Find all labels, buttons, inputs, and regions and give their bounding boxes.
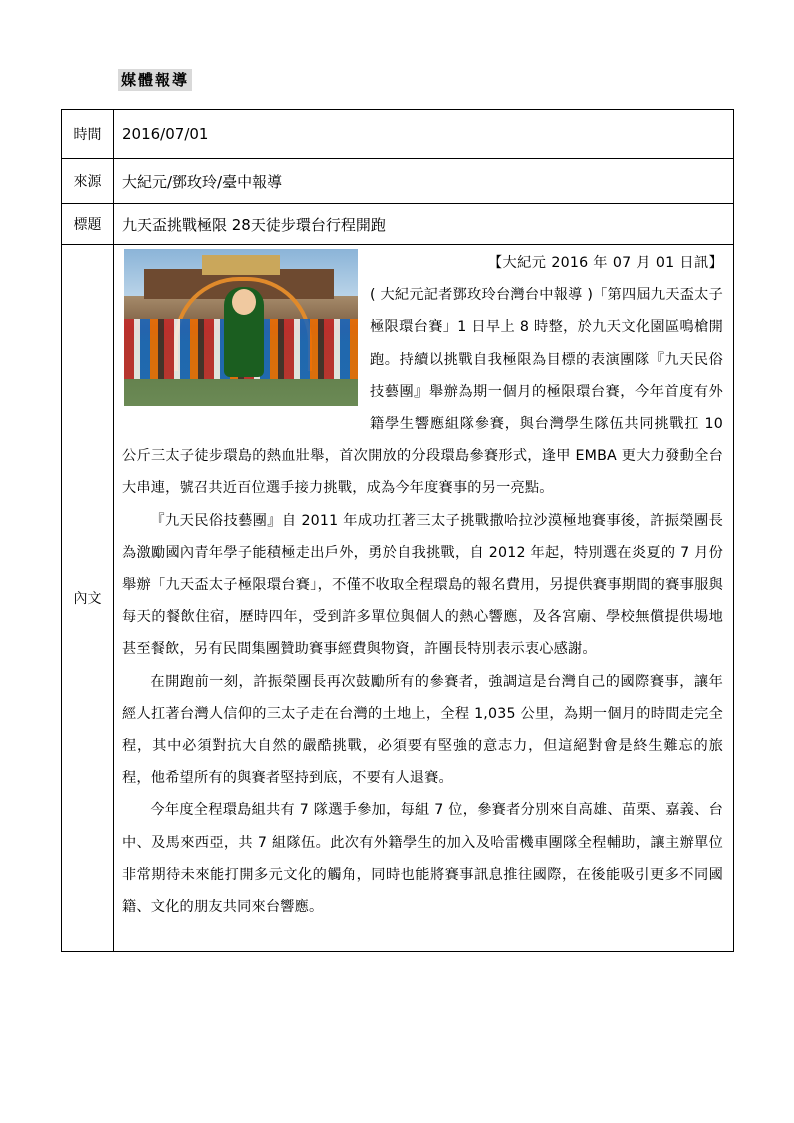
source-value: 大紀元/鄧玫玲/臺中報導 [114,159,734,204]
photo-sign [202,255,280,275]
source-label: 來源 [62,159,114,204]
article-photo [124,249,358,406]
document-heading: 媒體報導 [118,69,192,91]
time-value: 2016/07/01 [114,110,734,159]
time-label: 時間 [62,110,114,159]
row-source [62,159,734,204]
row-title [62,204,734,245]
content-label: 內文 [62,245,114,952]
article-paragraph-1: 【大紀元 2016 年 07 月 01 日訊】( 大紀元記者鄧玫玲台灣台中報導 )「第四屆九天盃太子極限環台賽」1 日早上 8 時整，於九天文化園區鳴槍開跑。持續以挑戰自我極限為目標的表演團隊『九天民俗技藝團』舉辦為期一個月的極限環台賽，今年首度有外籍學生響應組隊參賽，與台灣學生隊伍共同挑戰扛 10 公斤三太子徒步環島的熱血壯舉，首次開放的分段環島參賽形式，逢甲 EMBA 更大力發動全台大串連，號召共近百位選手接力挑戰，成為今年度賽事的另一亮點。 [122,255,723,497]
row-time [62,110,734,159]
article-paragraph-4: 今年度全程環島組共有 7 隊選手參加，每組 7 位，參賽者分別來自高雄、苗栗、嘉義、台中、及馬來西亞，共 7 組隊伍。此次有外籍學生的加入及哈雷機車團隊全程輔助，讓主辦單位非常期待未來能打開多元文化的觸角，同時也能將賽事訊息推往國際，在後能吸引更多不同國籍、文化的朋友共同來台響應。 [122,802,723,916]
article-paragraph-2: 『九天民俗技藝團』自 2011 年成功扛著三太子挑戰撒哈拉沙漠極地賽事後，許振榮團長為激勵國內青年學子能積極走出戶外，勇於自我挑戰，自 2012 年起，特別選在炎夏的 7 月份舉辦「九天盃太子極限環台賽」，不僅不收取全程環島的報名費用，另提供賽事期間的賽事服與每天的餐飲住宿，歷時四年，受到許多單位與個人的熱心響應，及各宮廟、學校無償提供場地甚至餐飲，另有民間集團贊助賽事經費與物資，許團長特別表示衷心感謝。 [122,512,723,658]
photo-deity-face [232,289,256,315]
title-value: 九天盃挑戰極限 28天徒步環台行程開跑 [114,204,734,245]
title-label: 標題 [62,204,114,245]
article-body [114,245,734,952]
article-paragraph-3: 在開跑前一刻，許振榮團長再次鼓勵所有的參賽者，強調這是台灣自己的國際賽事，讓年經人扛著台灣人信仰的三太子走在台灣的土地上，全程 1,035 公里，為期一個月的時間走完全程，其中必須對抗大自然的嚴酷挑戰，必須要有堅強的意志力，但這絕對會是終生難忘的旅程，他希望所有的與賽者堅持到底，不要有人退賽。 [122,673,723,787]
report-table [61,109,734,952]
row-content [62,245,734,952]
